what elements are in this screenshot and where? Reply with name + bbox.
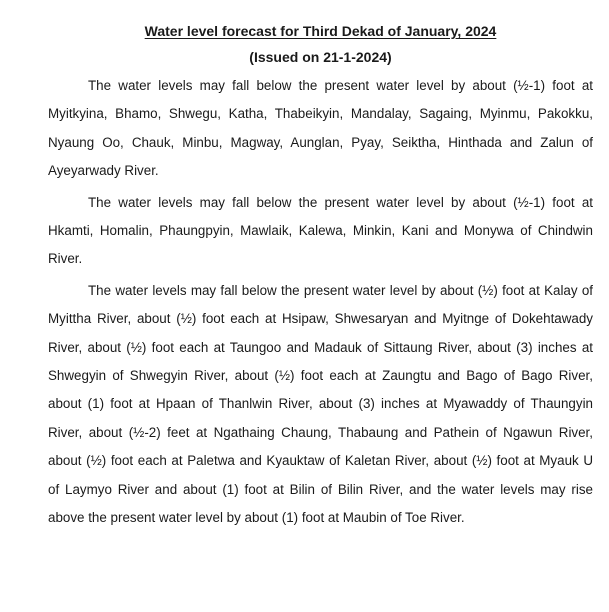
document-title: Water level forecast for Third Dekad of January, 2024 [144,23,497,39]
paragraph-chindwin: The water levels may fall below the present water level by about (½-1) foot at Hkamti, Homalin, Phaungpyin, Mawlaik, Kalewa, Minkin, Kani and Monywa of Chindwin River. [48,194,593,267]
issued-date: (Issued on 21-1-2024) [249,49,392,65]
paragraph-ayeyarwady: The water levels may fall below the present water level by about (½-1) foot at Myitkyina, Bhamo, Shwegu, Katha, Thabeikyin, Mandalay, Sagaing, Myinmu, Pakokku, Nyaung Oo, Chauk, Minbu, Magway, Aunglan, Pyay, Seiktha, Hinthada and Zalun of Ayeyarwady River. [48,78,593,179]
paragraph-other-rivers: The water levels may fall below the present water level by about (½) foot at Kalay of Myittha River, about (½) foot each at Hsipaw, Shwesaryan and Myitnge of Dokehtawady River, about (½) foot each at Taungoo and Madauk of Sittaung River, about (3) inches at Shwegyin of Shwegyin River, about (½) foot each at Zaungtu and Bago of Bago River, about (1) foot at Hpaan of Thanlwin River, about (3) inches at Myawaddy of Thaungyin River, about (½-2) feet at Ngathaing Chaung, Thabaung and Pathein of Ngawun River, about (½) foot each at Paletwa and Kyauktaw of Kaletan River, about (½) foot at Myauk U of Laymyo River and about (1) foot at Bilin of Bilin River, and the water levels may rise above the present water level by about (1) foot at Maubin of Toe River. [48,282,593,526]
